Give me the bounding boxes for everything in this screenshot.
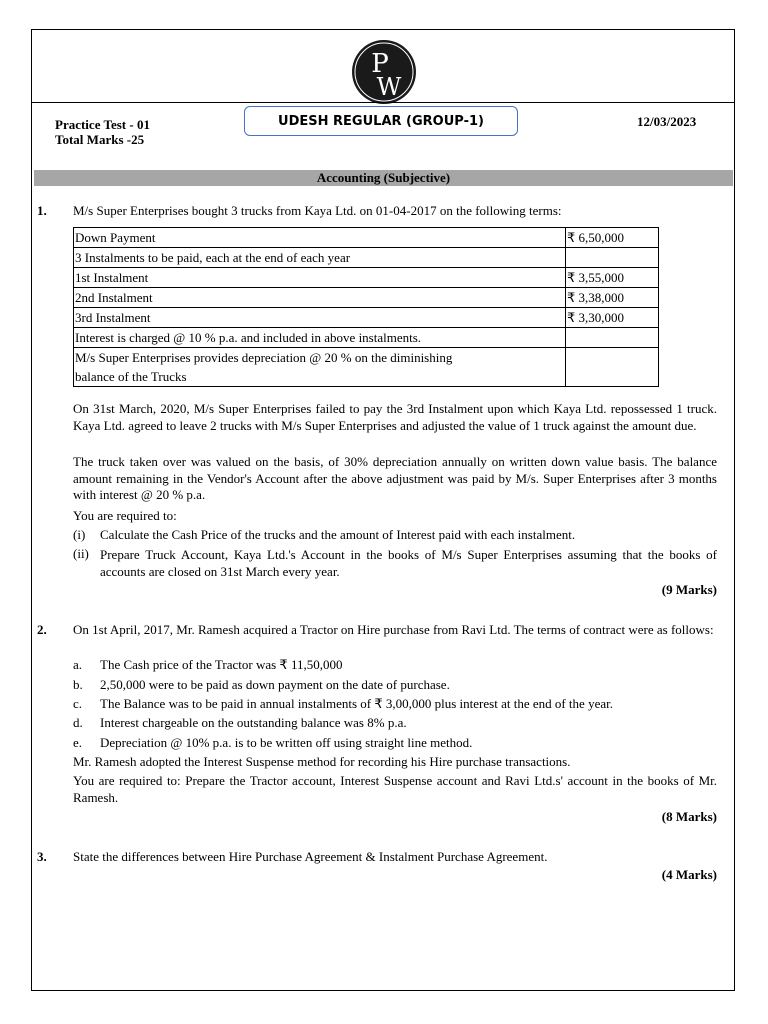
table-row	[74, 228, 659, 248]
test-name: Practice Test - 01	[55, 117, 150, 132]
table-row	[74, 308, 659, 328]
table-row	[74, 348, 659, 387]
batch-title: UDESH REGULAR (GROUP-1)	[244, 106, 518, 136]
q2-item-d	[73, 715, 407, 731]
logo-letter-p: P	[371, 49, 389, 79]
q1-item-i	[73, 527, 717, 543]
item-text: Calculate the Cash Price of the trucks and the amount of Interest paid with each instalment.	[100, 527, 576, 542]
term-label: Down Payment	[74, 228, 566, 248]
term-label: 3rd Instalment	[74, 308, 566, 328]
item-marker: a.	[73, 657, 83, 672]
term-amount: ₹ 3,30,000	[566, 308, 659, 328]
q1-item-ii	[73, 546, 717, 580]
logo-letter-w: W	[376, 73, 402, 101]
header-divider	[31, 102, 735, 103]
table-row	[74, 268, 659, 288]
q1-intro: M/s Super Enterprises bought 3 trucks from Kaya Ltd. on 01-04-2017 on the following terms:	[73, 203, 562, 218]
test-date: 12/03/2023	[637, 114, 697, 129]
term-amount	[566, 348, 659, 387]
q2-marks: (8 Marks)	[661, 809, 717, 824]
term-label: 3 Instalments to be paid, each at the end of each year	[74, 248, 566, 268]
term-label: Interest is charged @ 10 % p.a. and included in above instalments.	[74, 328, 566, 348]
q2-item-c	[73, 696, 613, 712]
table-row	[74, 288, 659, 308]
q1-para-1: On 31st March, 2020, M/s Super Enterprises failed to pay the 3rd Instalment upon which Kaya Ltd. repossessed 1 truck. Kaya Ltd. agreed to leave 2 trucks with M/s Super Enterprises and adjusted the value of 1 truck against the amount due.	[73, 401, 717, 433]
item-marker: (ii)	[73, 546, 89, 561]
section-title: Accounting (Subjective)	[34, 170, 733, 186]
term-label: 1st Instalment	[74, 268, 566, 288]
q2-item-e	[73, 735, 472, 751]
q1-required: You are required to:	[73, 508, 177, 523]
item-text: The Cash price of the Tractor was ₹ 11,50,000	[100, 657, 343, 672]
item-marker: c.	[73, 696, 83, 711]
q2-item-b	[73, 677, 450, 693]
item-text: Prepare Truck Account, Kaya Ltd.'s Account in the books of M/s Super Enterprises assuming that the books of accounts are closed on 31st March every year.	[100, 547, 717, 579]
item-marker: e.	[73, 735, 83, 750]
q1-number: 1.	[37, 203, 47, 218]
pw-logo	[351, 39, 417, 105]
table-row	[74, 328, 659, 348]
term-label: 2nd Instalment	[74, 288, 566, 308]
item-text: 2,50,000 were to be paid as down payment on the date of purchase.	[100, 677, 450, 692]
q3-text: State the differences between Hire Purchase Agreement & Instalment Purchase Agreement.	[73, 849, 548, 864]
term-amount: ₹ 3,38,000	[566, 288, 659, 308]
term-amount: ₹ 3,55,000	[566, 268, 659, 288]
q3-marks: (4 Marks)	[661, 867, 717, 882]
q3-number: 3.	[37, 849, 47, 864]
q1-terms-table	[73, 227, 659, 387]
item-text: Interest chargeable on the outstanding balance was 8% p.a.	[100, 715, 407, 730]
item-text: Depreciation @ 10% p.a. is to be written off using straight line method.	[100, 735, 473, 750]
item-marker: (i)	[73, 527, 86, 542]
table-row	[74, 248, 659, 268]
term-amount	[566, 328, 659, 348]
item-marker: b.	[73, 677, 83, 692]
q2-para-2: You are required to: Prepare the Tractor account, Interest Suspense account and Ravi Ltd.s' account in the books of Mr. Ramesh.	[73, 773, 717, 805]
term-amount: ₹ 6,50,000	[566, 228, 659, 248]
q1-marks: (9 Marks)	[661, 582, 717, 597]
q2-number: 2.	[37, 622, 47, 637]
term-label: M/s Super Enterprises provides depreciation @ 20 % on the diminishing balance of the Trucks	[74, 348, 566, 387]
q1-para-2: The truck taken over was valued on the basis, of 30% depreciation annually on written down value basis. The balance amount remaining in the Vendor's Account after the above adjustment was paid by M/s. Super Enterprises after 3 months with interest @ 20 % p.a.	[73, 454, 717, 502]
item-text: The Balance was to be paid in annual instalments of ₹ 3,00,000 plus interest at the end of the year.	[100, 696, 613, 711]
q2-item-a	[73, 657, 342, 673]
item-marker: d.	[73, 715, 83, 730]
q2-intro: On 1st April, 2017, Mr. Ramesh acquired a Tractor on Hire purchase from Ravi Ltd. The terms of contract were as follows:	[73, 622, 714, 637]
term-amount	[566, 248, 659, 268]
q2-para-1: Mr. Ramesh adopted the Interest Suspense method for recording his Hire purchase transactions.	[73, 754, 571, 769]
total-marks: Total Marks -25	[55, 132, 145, 147]
